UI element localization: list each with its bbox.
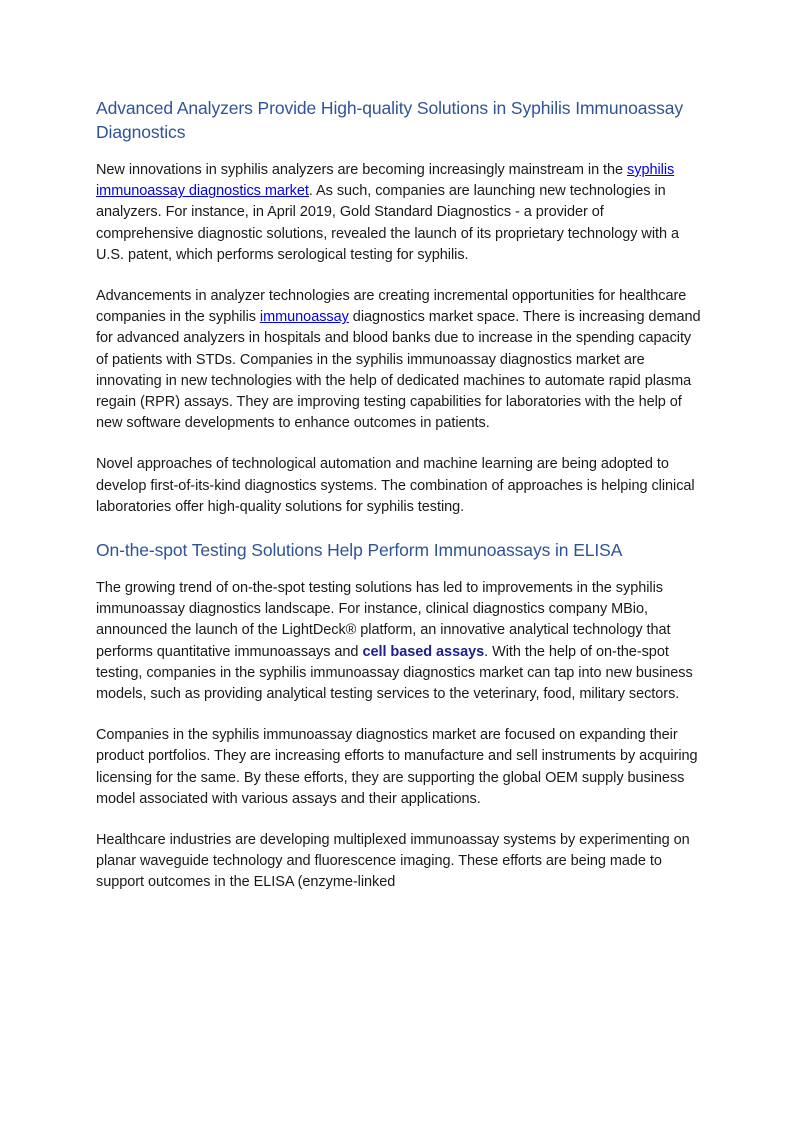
- immunoassay-link[interactable]: immunoassay: [259, 309, 349, 326]
- cell-based-assays-link[interactable]: cell based assays: [362, 643, 485, 660]
- paragraph-text: The growing trend of on-the-spot testing solutions has led to improvements in the syphilis immunoassay diagnostics landscape. For instance, clinical diagnostics company MBio, announced the launch of the LightDeck® platform, an innovative analytical technology that performs quantitative immunoassays and: [96, 580, 671, 660]
- paragraph-new-innovations: [96, 160, 702, 266]
- paragraph-text: Advancements in analyzer technologies are creating incremental opportunities for healthcare companies in the syphilis: [96, 288, 687, 326]
- section-heading-on-the-spot: On-the-spot Testing Solutions Help Perform Immunoassays in ELISA: [96, 540, 623, 561]
- paragraph-text: diagnostics market space. There is increasing demand for advanced analyzers in hospitals and blood banks due to increase in the spending capacity of patients with STDs. Companies in the syphilis immunoassay diagnostics market are innovating in new technologies with the help of dedicated machines to automate rapid plasma regain (RPR) assays. They are improving testing capabilities for laboratories with the help of new software developments to enhance outcomes in patients.: [96, 309, 701, 432]
- paragraph-text: New innovations in syphilis analyzers are becoming increasingly mainstream in the: [96, 162, 628, 178]
- paragraph-text: . As such, companies are launching new technologies in analyzers. For instance, in April 2019, Gold Standard Diagnostics - a provider of comprehensive diagnostic solutions, revealed the launch of its proprietary technology with a U.S. patent, which performs serological testing for syphilis.: [96, 183, 679, 263]
- paragraph-advancements: [96, 286, 702, 434]
- document-page: [96, 96, 702, 914]
- paragraph-multiplexed-systems: Healthcare industries are developing multiplexed immunoassay systems by experimenting on planar waveguide technology and fluorescence imaging. These efforts are being made to support outcomes in the ELISA (enzyme-linked: [96, 832, 690, 891]
- paragraph-growing-trend: [96, 578, 702, 705]
- paragraph-text: . With the help of on-the-spot testing, companies in the syphilis immunoassay diagnostics market can tap into new business models, such as providing analytical testing services to the veterinary, food, military sectors.: [96, 643, 693, 703]
- paragraph-novel-approaches: Novel approaches of technological automation and machine learning are being adopted to develop first-of-its-kind diagnostics systems. The combination of approaches is helping clinical laboratories offer high-quality solutions for syphilis testing.: [96, 456, 695, 515]
- paragraph-product-portfolios: Companies in the syphilis immunoassay diagnostics market are focused on expanding their product portfolios. They are increasing efforts to manufacture and sell instruments by acquiring licensing for the same. By these efforts, they are supporting the global OEM supply business model associated with various assays and their applications.: [96, 727, 698, 807]
- section-heading-advanced-analyzers: Advanced Analyzers Provide High-quality Solutions in Syphilis Immunoassay Diagnostics: [96, 98, 684, 142]
- syphilis-market-link[interactable]: syphilis immunoassay diagnostics market: [96, 162, 675, 200]
